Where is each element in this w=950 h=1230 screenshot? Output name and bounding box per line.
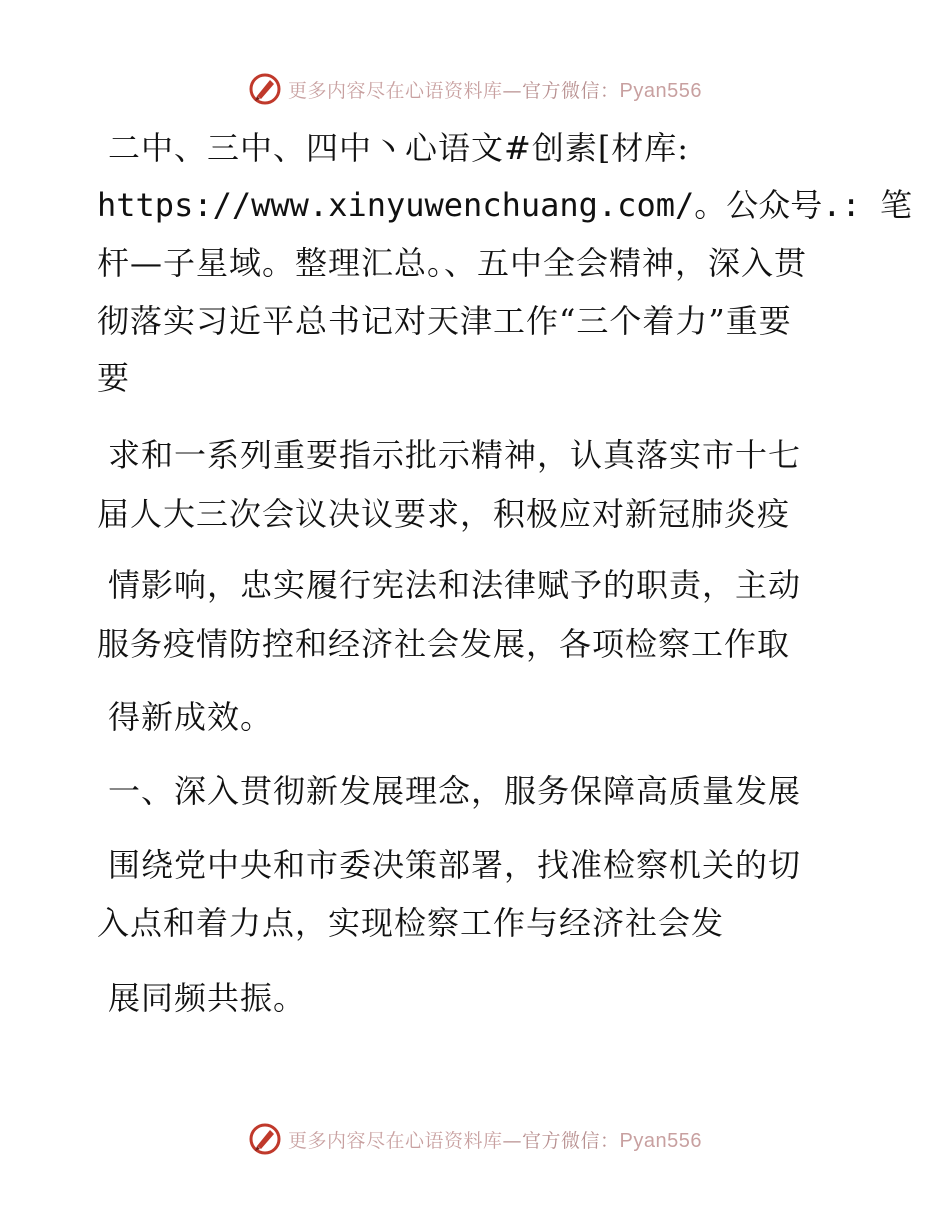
body-line: 彻落实习近平总书记对天津工作“三个着力”重要 bbox=[97, 302, 792, 340]
body-line: 展同频共振。 bbox=[108, 979, 307, 1017]
watermark-text bbox=[288, 76, 702, 103]
body-line: 要 bbox=[97, 359, 131, 397]
watermark-separator: —官方微信： bbox=[502, 79, 620, 102]
watermark-id: Pyan556 bbox=[619, 1129, 702, 1152]
watermark-id: Pyan556 bbox=[619, 79, 702, 102]
body-line: 杆—子星域。整理汇总。、五中全会精神，深入贯 bbox=[97, 244, 808, 282]
section-heading: 一、深入贯彻新发展理念，服务保障高质量发展 bbox=[108, 772, 802, 810]
body-line: 二中、三中、四中丶心语文#创素[材库: bbox=[108, 129, 690, 167]
body-line: 届人大三次会议决议要求，积极应对新冠肺炎疫 bbox=[97, 495, 791, 533]
body-line: 情影响，忠实履行宪法和法律赋予的职责，主动 bbox=[108, 566, 802, 604]
footer-watermark bbox=[0, 1122, 950, 1156]
body-line: 入点和着力点，实现检察工作与经济社会发 bbox=[97, 904, 725, 942]
body-line: 围绕党中央和市委决策部署，找准检察机关的切 bbox=[108, 846, 802, 884]
body-line: 服务疫情防控和经济社会发展，各项检察工作取 bbox=[97, 625, 791, 663]
header-watermark bbox=[0, 72, 950, 106]
watermark-separator: —官方微信： bbox=[502, 1129, 620, 1152]
body-line: 得新成效。 bbox=[108, 698, 274, 736]
watermark-main: 更多内容尽在心语资料库 bbox=[288, 79, 503, 102]
body-line: 求和一系列重要指示批示精神，认真落实市十七 bbox=[108, 436, 802, 474]
logo-icon bbox=[248, 1122, 282, 1156]
body-line-url: https://www.xinyuwenchuang.com/。公众号.: 笔 bbox=[97, 186, 913, 224]
watermark-text bbox=[288, 1126, 702, 1153]
watermark-main: 更多内容尽在心语资料库 bbox=[288, 1129, 503, 1152]
logo-icon bbox=[248, 72, 282, 106]
